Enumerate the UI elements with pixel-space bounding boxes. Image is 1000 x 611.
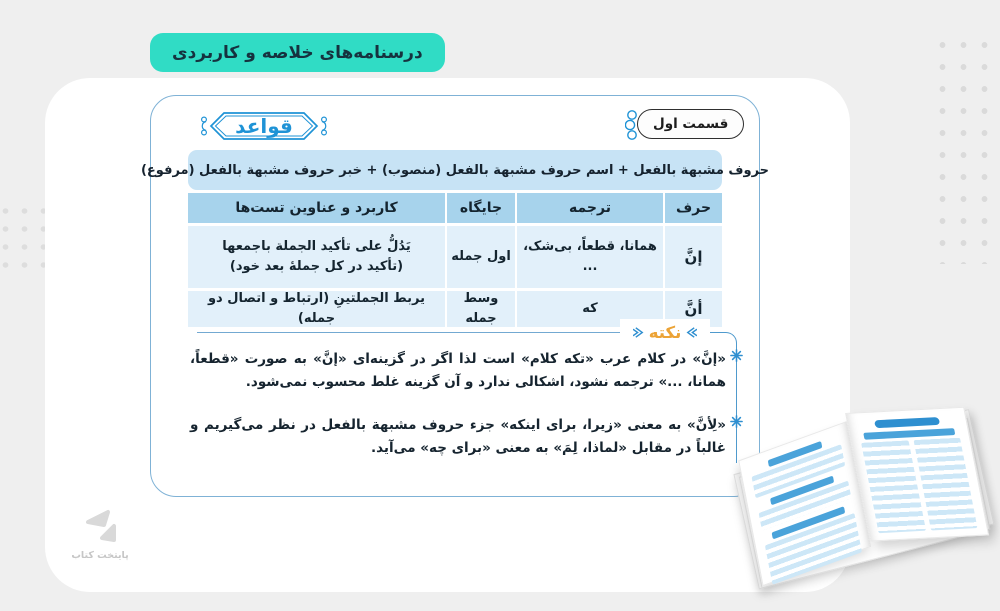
table-row: که [517, 291, 663, 327]
formula-text: حروف مشبهة بالفعل + اسم حروف مشبهة بالفعل (منصوب) + خبر حروف مشبهة بالفعل (مرفوع) [140, 162, 770, 178]
note-heading-label: نکته [648, 323, 682, 342]
dots-pattern-left [0, 202, 50, 274]
asterisk-marker-icon [730, 349, 743, 362]
page-title-ribbon [150, 33, 445, 72]
table-row: إنَّ [665, 226, 722, 288]
table-row [188, 226, 445, 288]
table-header-harf: حرف [665, 193, 722, 223]
part-badge-label: قسمت اول [653, 116, 729, 132]
table-row: یربط الجملتینِ (ارتباط و اتصال دو جمله) [188, 291, 445, 327]
book-right-page [845, 407, 989, 542]
table-header-jaygah: جایگاه [447, 193, 515, 223]
karbord-line1: یَدُلُّ علی تأکید الجملة باجمعها [222, 239, 411, 254]
book-banner [874, 417, 940, 428]
grammar-table [188, 193, 722, 327]
karbord-line2: (تأکید در کل جملهٔ بعد خود) [229, 259, 404, 274]
chevron-ornament-icon [684, 326, 697, 339]
table-header-tarjomeh: ترجمه [517, 193, 663, 223]
section-title-qavaed [193, 109, 335, 143]
publisher-watermark [52, 504, 148, 561]
section-title-label: قواعد [235, 114, 293, 138]
ribbon-label: درسنامه‌های خلاصه و کاربردی [172, 42, 423, 63]
publisher-name: پایتخت کتاب [71, 550, 129, 561]
table-row: همانا، قطعاً، بی‌شک، ... [517, 226, 663, 288]
chevron-ornament-icon [633, 326, 646, 339]
table-header-karbord: کاربرد و عناوین تست‌ها [188, 193, 445, 223]
dots-pattern-top-right [932, 34, 1000, 264]
note-heading [620, 319, 710, 346]
formula-bar [140, 150, 770, 190]
publisher-logo-icon [78, 504, 122, 548]
badge-ornament-icon [625, 106, 639, 144]
part-badge [637, 109, 744, 139]
table-row: وسط جمله [447, 291, 515, 327]
note-paragraph-2: «لِأنَّ» به معنی «زیرا، برای اینکه» جزء حروف مشبهة بالفعل در نظر می‌گیریم و غالباً در مقابل «لماذا، لِمَ» به معنی «برای چه» می‌آید. [190, 417, 726, 456]
note-paragraph-1: «إنَّ» در کلام عرب «تکه کلام» است لذا اگر در گزینه‌ای «إنَّ» به صورت «قطعاً، همانا، ...» ترجمه نشود، اشکالی ندارد و آن گزینه غلط محسوب نمی‌شود. [190, 351, 726, 390]
table-row: أنَّ [665, 291, 722, 327]
note-divider-line [197, 332, 622, 333]
table-row: اول جمله [447, 226, 515, 288]
